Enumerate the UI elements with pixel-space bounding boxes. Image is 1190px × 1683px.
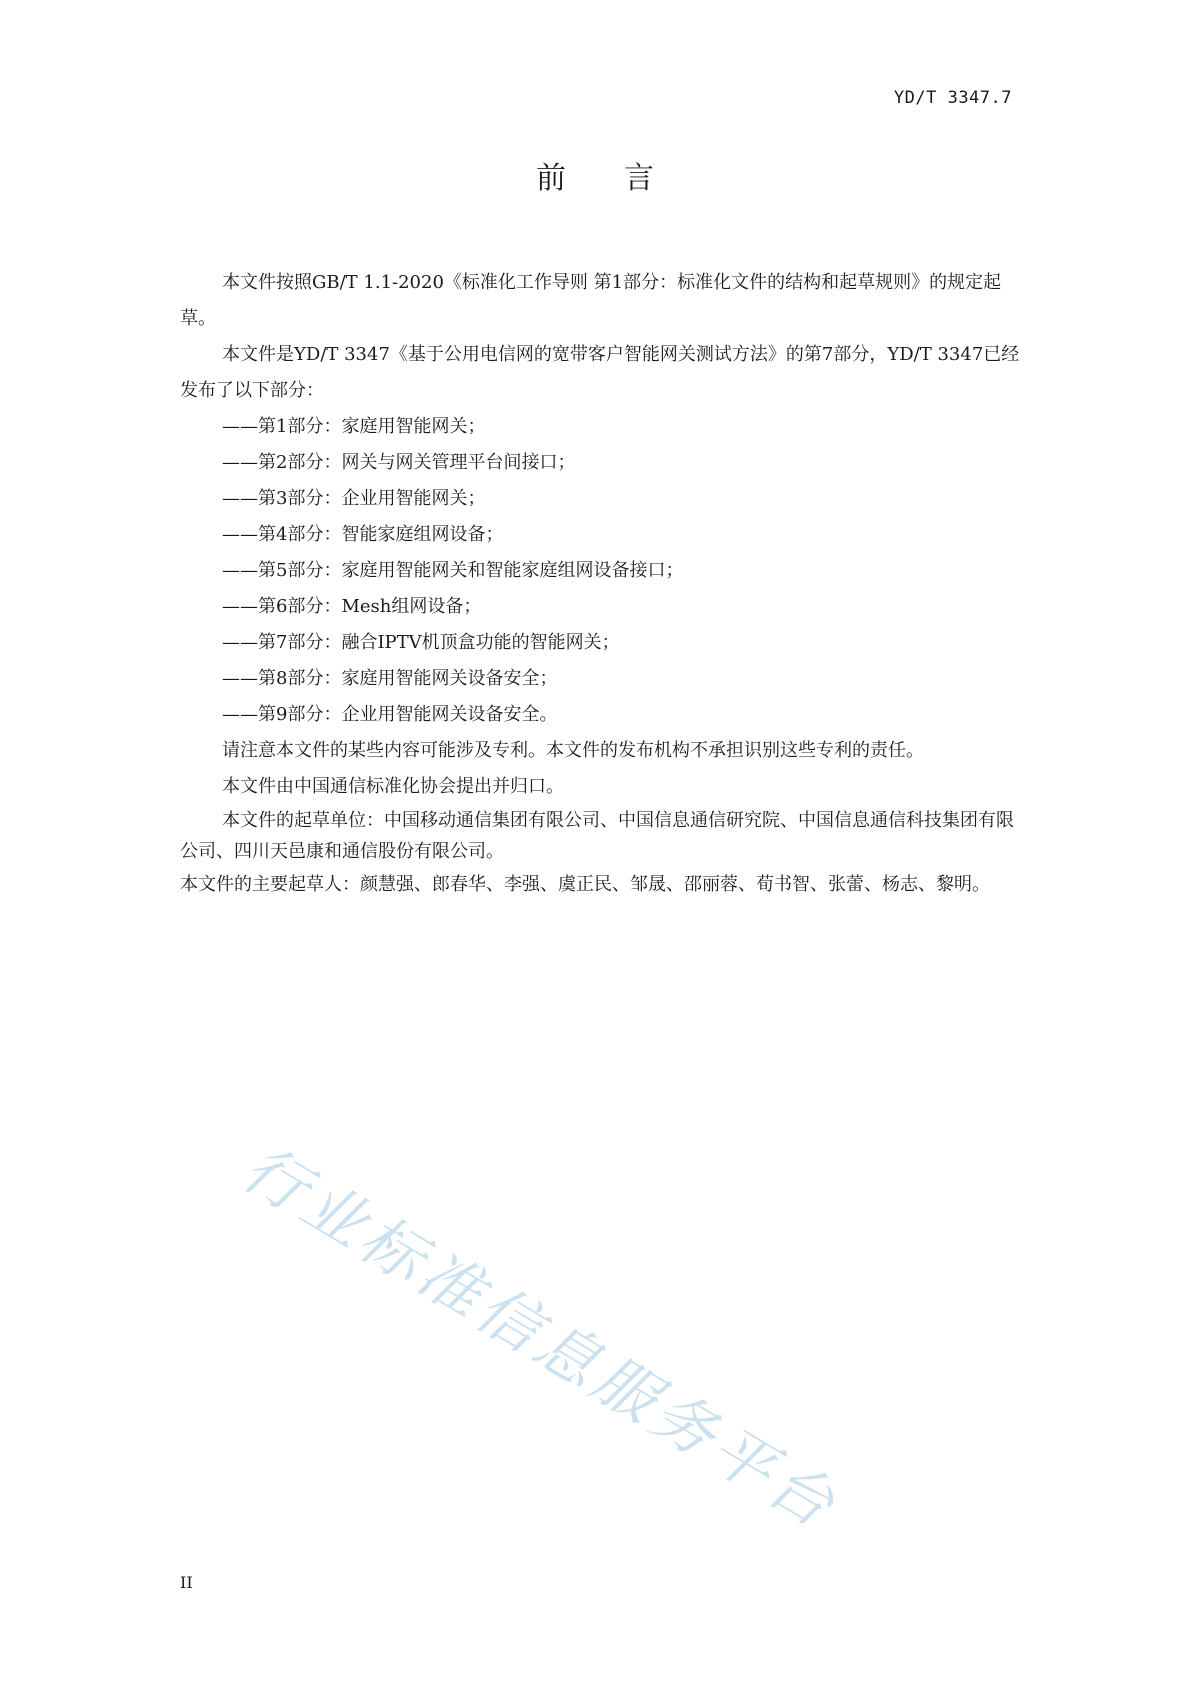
paragraph-drafting-units: 本文件的起草单位：中国移动通信集团有限公司、中国信息通信研究院、中国信息通信科技集团有限公司、四川天邑康和通信股份有限公司。 [180, 810, 1014, 862]
list-item: ——第4部分：智能家庭组网设备； [222, 524, 504, 545]
paragraph-proposer: 本文件由中国通信标准化协会提出并归口。 [222, 776, 564, 797]
paragraph-patent-notice: 请注意本文件的某些内容可能涉及专利。本文件的发布机构不承担识别这些专利的责任。 [222, 740, 924, 761]
paragraph-drafters: 本文件的主要起草人：颜慧强、郎春华、李强、虞正民、邹晟、邵丽蓉、荀书智、张蕾、杨志、黎明。 [180, 874, 990, 895]
list-item: ——第9部分：企业用智能网关设备安全。 [222, 704, 558, 725]
list-item: ——第5部分：家庭用智能网关和智能家庭组网设备接口； [222, 560, 684, 581]
list-item: ——第1部分：家庭用智能网关； [222, 416, 486, 437]
list-item: ——第3部分：企业用智能网关； [222, 488, 486, 509]
paragraph-series-intro: 本文件是YD/T 3347《基于公用电信网的宽带客户智能网关测试方法》的第7部分，YD/T 3347已经发布了以下部分： [180, 344, 1020, 401]
page-title: 前言 [536, 161, 712, 196]
foreword-body [180, 265, 1022, 900]
list-item: ——第6部分：Mesh组网设备； [222, 596, 482, 617]
paragraph-drafting-rules: 本文件按照GB/T 1.1-2020《标准化工作导则 第1部分：标准化文件的结构和起草规则》的规定起草。 [180, 272, 1002, 329]
list-item: ——第7部分：融合IPTV机顶盒功能的智能网关； [222, 632, 620, 653]
page-number: II [180, 1573, 193, 1592]
list-item: ——第8部分：家庭用智能网关设备安全； [222, 668, 558, 689]
document-code: YD/T 3347.7 [893, 88, 1012, 108]
list-item: ——第2部分：网关与网关管理平台间接口； [222, 452, 576, 473]
watermark-text: 行业标准信息服务平台 [230, 1131, 852, 1544]
